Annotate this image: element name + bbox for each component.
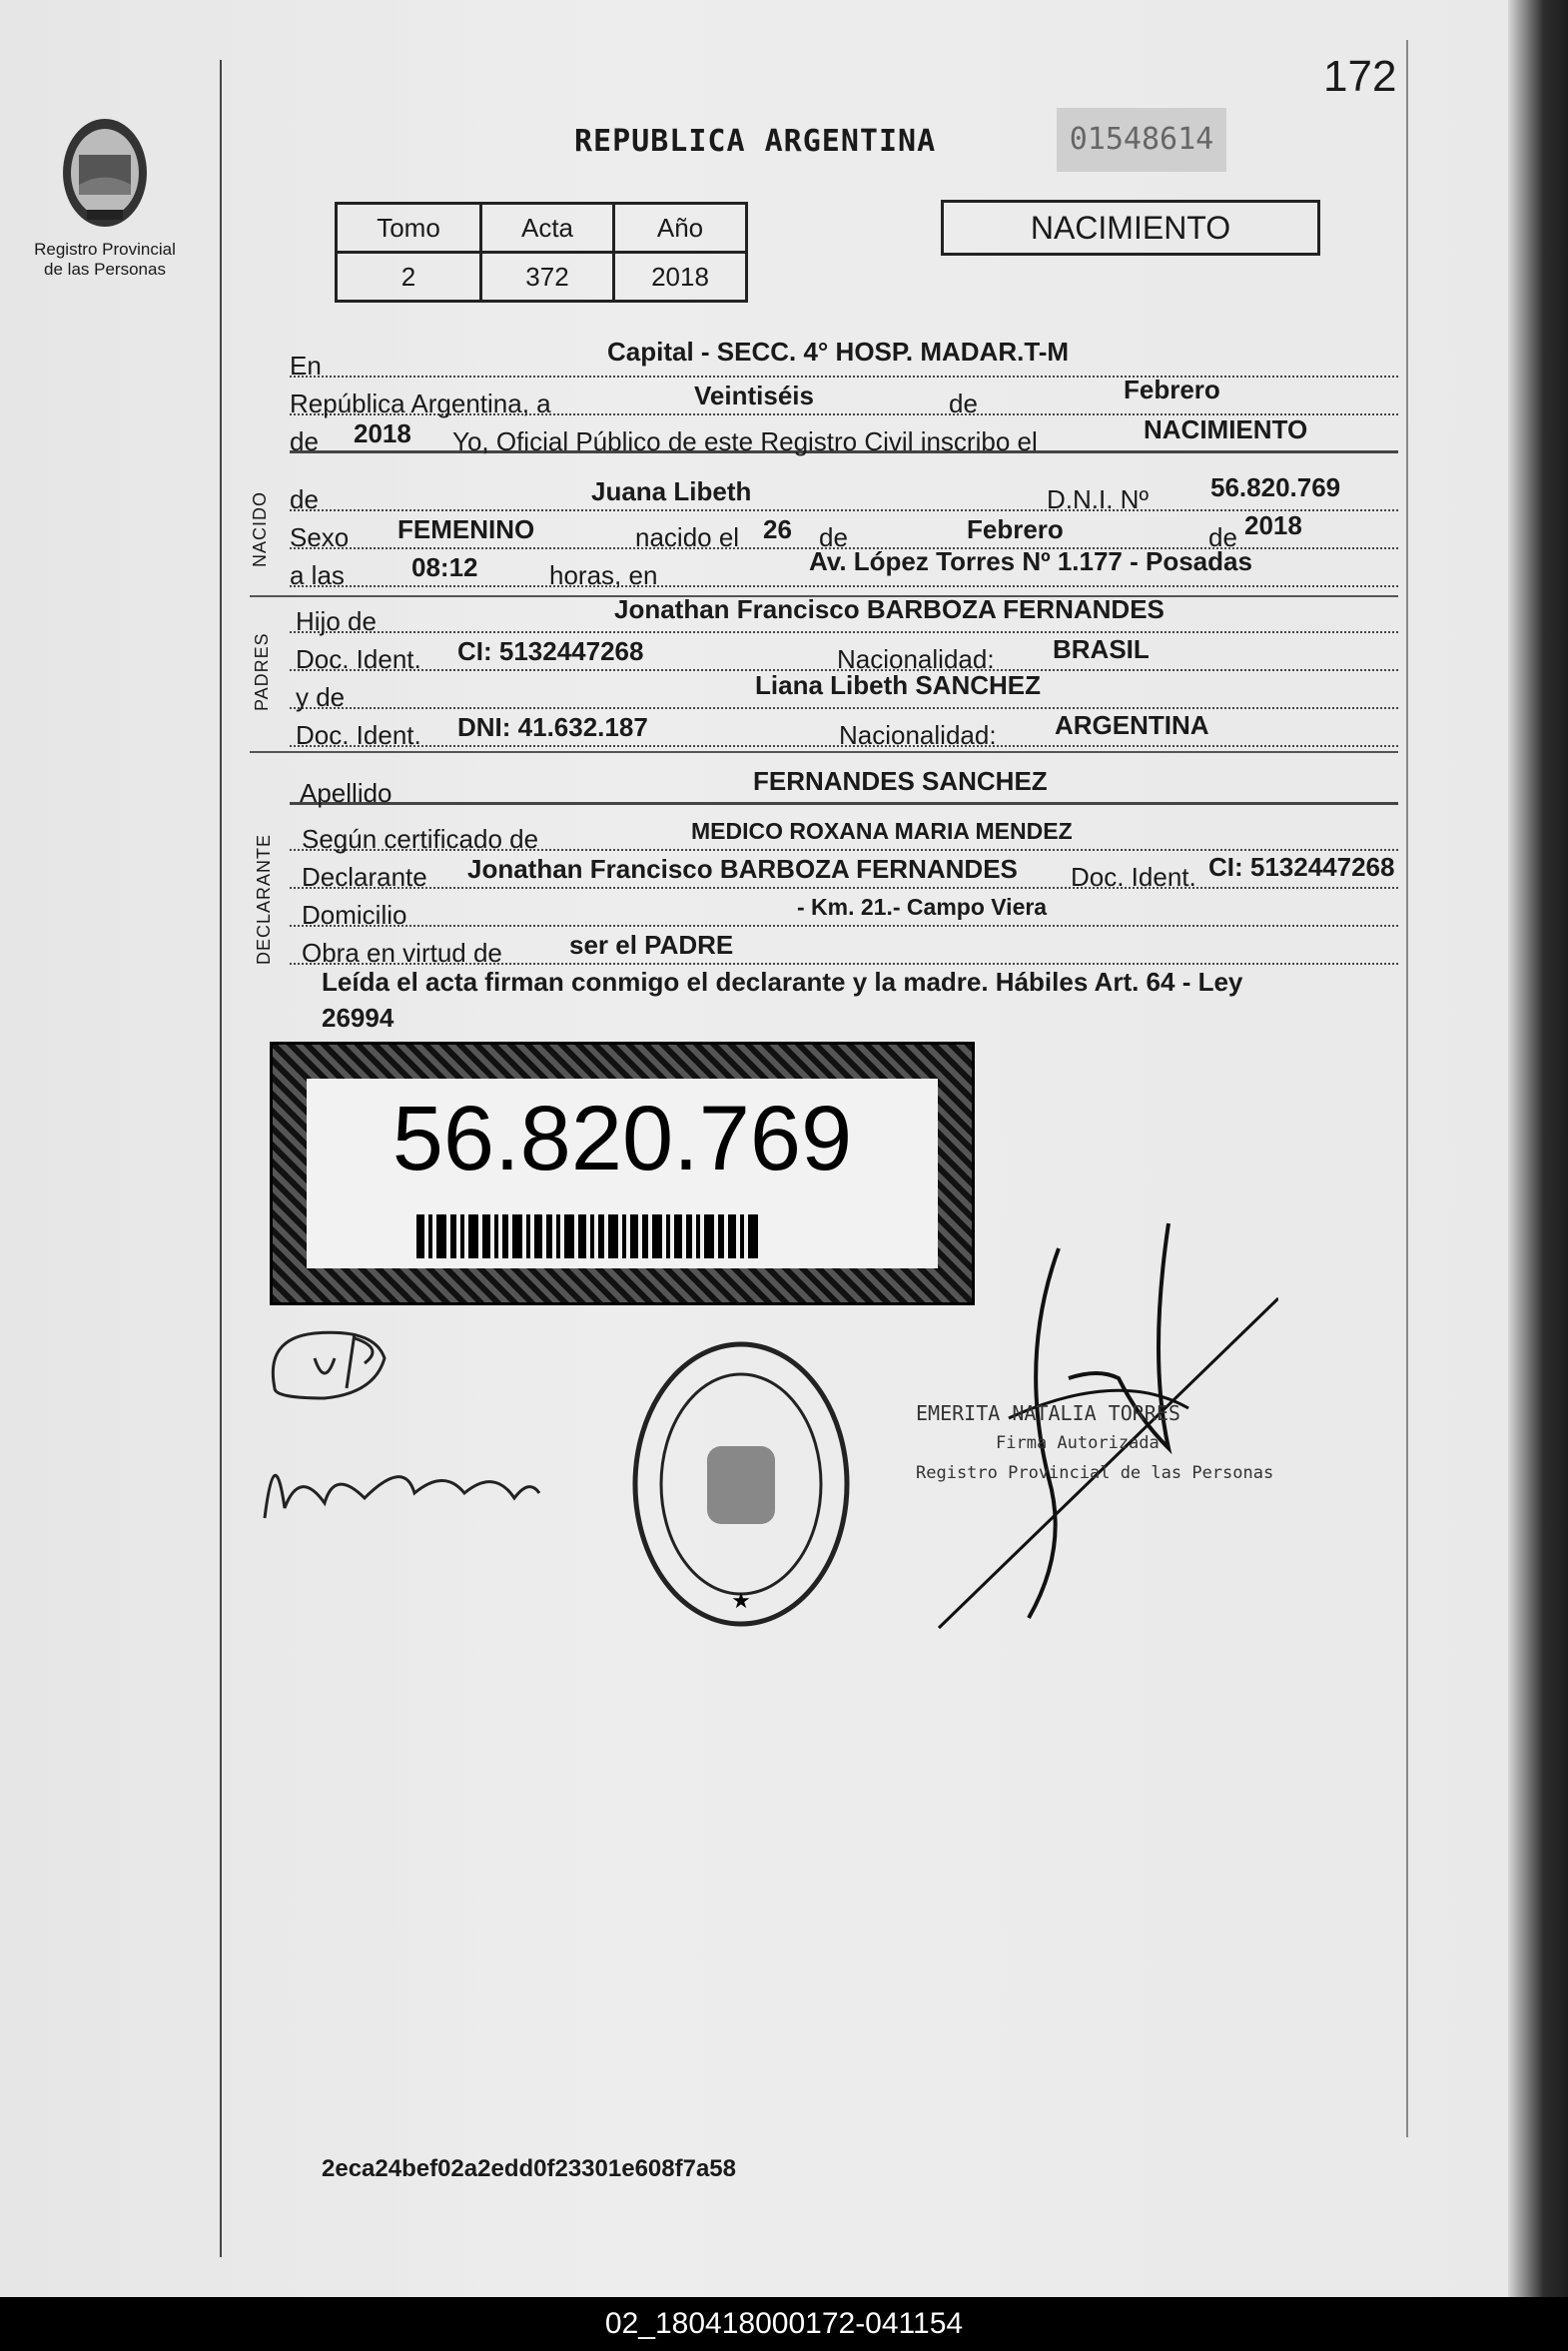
mother-doc-label: Doc. Ident. bbox=[296, 720, 421, 750]
left-margin-line bbox=[220, 60, 222, 2257]
official-name: EMERITA NATALIA TORRES bbox=[916, 1401, 1180, 1425]
serial-number: 01548614 bbox=[1057, 108, 1226, 172]
domicilio-value: - Km. 21.- Campo Viera bbox=[797, 894, 1048, 920]
father-doc-label: Doc. Ident. bbox=[296, 644, 421, 674]
decl-row-4 bbox=[290, 929, 1398, 969]
mother-name: Liana Libeth SANCHEZ bbox=[755, 670, 1042, 700]
decl-row-3 bbox=[290, 891, 1398, 931]
padres-row-3 bbox=[290, 670, 1398, 713]
birth-month: Febrero bbox=[967, 514, 1064, 544]
document-title: REPUBLICA ARGENTINA bbox=[574, 124, 937, 159]
declarante-doc: CI: 5132447268 bbox=[1208, 852, 1395, 882]
register-table bbox=[335, 202, 748, 303]
apellido-label: Apellido bbox=[300, 778, 392, 808]
sticker-number: 56.820.769 bbox=[392, 1088, 853, 1189]
year-value: 2018 bbox=[354, 418, 411, 448]
birth-place: Av. López Torres Nº 1.177 - Posadas bbox=[809, 546, 1252, 576]
birth-time: 08:12 bbox=[411, 552, 478, 582]
anio-value: 2018 bbox=[614, 253, 747, 302]
act-value: NACIMIENTO bbox=[1144, 414, 1308, 444]
mother-doc: DNI: 41.632.187 bbox=[457, 712, 648, 742]
official-role: Firma Autorizada bbox=[996, 1433, 1160, 1453]
day-value: Veintiséis bbox=[694, 381, 814, 410]
nacido-de-label: de bbox=[290, 484, 319, 514]
nacido-section-label: NACIDO bbox=[250, 490, 270, 567]
nacido-row-3 bbox=[290, 546, 1398, 591]
declarante-value: Jonathan Francisco BARBOZA FERNANDES bbox=[467, 854, 1018, 884]
scan-edge bbox=[1508, 0, 1568, 2297]
apellido-row bbox=[290, 766, 1398, 809]
sexo-value: FEMENINO bbox=[397, 514, 535, 544]
father-nationality: BRASIL bbox=[1053, 634, 1150, 664]
month-value: Febrero bbox=[1124, 375, 1220, 404]
right-margin-line bbox=[1406, 40, 1408, 2137]
en-label: En bbox=[290, 351, 322, 381]
nacido-row-1 bbox=[290, 472, 1398, 515]
hijo-label: Hijo de bbox=[296, 606, 377, 636]
father-name: Jonathan Francisco BARBOZA FERNANDES bbox=[614, 594, 1165, 624]
place-value: Capital - SECC. 4° HOSP. MADAR.T-M bbox=[607, 337, 1070, 367]
page-number: 172 bbox=[1323, 52, 1397, 101]
domicilio-label: Domicilio bbox=[302, 900, 407, 930]
scan-footer-id: 02_180418000172-041154 bbox=[0, 2297, 1568, 2351]
republica-label: República Argentina, a bbox=[290, 389, 551, 418]
child-name: Juana Libeth bbox=[591, 476, 752, 506]
official-stamp bbox=[629, 1338, 853, 1630]
province-seal-icon bbox=[59, 115, 151, 235]
declarante-label: Declarante bbox=[302, 862, 427, 892]
decl-row-1 bbox=[290, 815, 1398, 855]
official-office: Registro Provincial de las Personas bbox=[916, 1463, 1274, 1483]
horas-label: horas, en bbox=[549, 560, 658, 590]
de2-label: de bbox=[290, 426, 319, 456]
de-label-3: de bbox=[1208, 522, 1237, 552]
dni-value: 56.820.769 bbox=[1210, 472, 1341, 502]
intro-row-2 bbox=[290, 375, 1398, 419]
padres-row-4 bbox=[290, 711, 1398, 751]
registry-logo bbox=[30, 115, 180, 280]
de-label: de bbox=[949, 389, 978, 418]
anio-header: Año bbox=[614, 204, 747, 253]
birth-year: 2018 bbox=[1244, 510, 1302, 540]
padres-row-1 bbox=[290, 594, 1398, 637]
closing-note-line-1: Leída el acta firman conmigo el declarante y la madre. Hábiles Art. 64 - Ley bbox=[322, 967, 1243, 997]
intro-row-1 bbox=[290, 337, 1398, 382]
obra-value: ser el PADRE bbox=[569, 930, 734, 960]
decl-row-2 bbox=[290, 853, 1398, 893]
sexo-label: Sexo bbox=[290, 522, 350, 552]
cert-label: Según certificado de bbox=[302, 824, 539, 854]
official-signature-block bbox=[916, 1398, 1273, 1488]
acta-header: Acta bbox=[481, 204, 614, 253]
act-type-box: NACIMIENTO bbox=[941, 200, 1320, 256]
padres-row-2 bbox=[290, 635, 1398, 675]
father-doc: CI: 5132447268 bbox=[457, 636, 644, 666]
alas-label: a las bbox=[290, 560, 345, 590]
declarante-doc-label: Doc. Ident. bbox=[1071, 862, 1196, 892]
tomo-header: Tomo bbox=[337, 204, 481, 253]
acta-value: 372 bbox=[481, 253, 614, 302]
registry-label-2: de las Personas bbox=[44, 260, 166, 279]
intro-row-3 bbox=[290, 414, 1398, 457]
tomo-value: 2 bbox=[337, 253, 481, 302]
registry-label-1: Registro Provincial bbox=[34, 240, 176, 259]
apellido-value: FERNANDES SANCHEZ bbox=[753, 766, 1048, 796]
mother-nat-label: Nacionalidad: bbox=[839, 720, 997, 750]
y-de-label: y de bbox=[296, 682, 346, 712]
father-nat-label: Nacionalidad: bbox=[837, 644, 995, 674]
closing-note-line-2: 26994 bbox=[322, 1003, 394, 1033]
closing-note bbox=[322, 964, 1380, 1036]
stamp-seal-icon bbox=[629, 1338, 853, 1630]
obra-label: Obra en virtud de bbox=[302, 938, 502, 968]
declarant-signature-icon bbox=[255, 1318, 544, 1548]
nacido-el-label: nacido el bbox=[635, 522, 740, 552]
barcode-icon bbox=[416, 1214, 828, 1258]
id-sticker bbox=[270, 1042, 975, 1305]
officer-text: Yo, Oficial Público de este Registro Civil inscribo el bbox=[452, 426, 1038, 456]
de-label-2: de bbox=[819, 522, 848, 552]
cert-value: MEDICO ROXANA MARIA MENDEZ bbox=[691, 818, 1073, 844]
document-hash: 2eca24bef02a2edd0f23301e608f7a58 bbox=[322, 2155, 736, 2182]
padres-section-label: PADRES bbox=[252, 632, 272, 711]
mother-nationality: ARGENTINA bbox=[1055, 710, 1209, 740]
padres-divider bbox=[250, 751, 1398, 753]
declarante-section-label: DECLARANTE bbox=[254, 833, 274, 965]
dni-label: D.N.I. Nº bbox=[1047, 484, 1149, 514]
svg-text:★: ★ bbox=[731, 1589, 751, 1614]
birth-day: 26 bbox=[763, 514, 792, 544]
